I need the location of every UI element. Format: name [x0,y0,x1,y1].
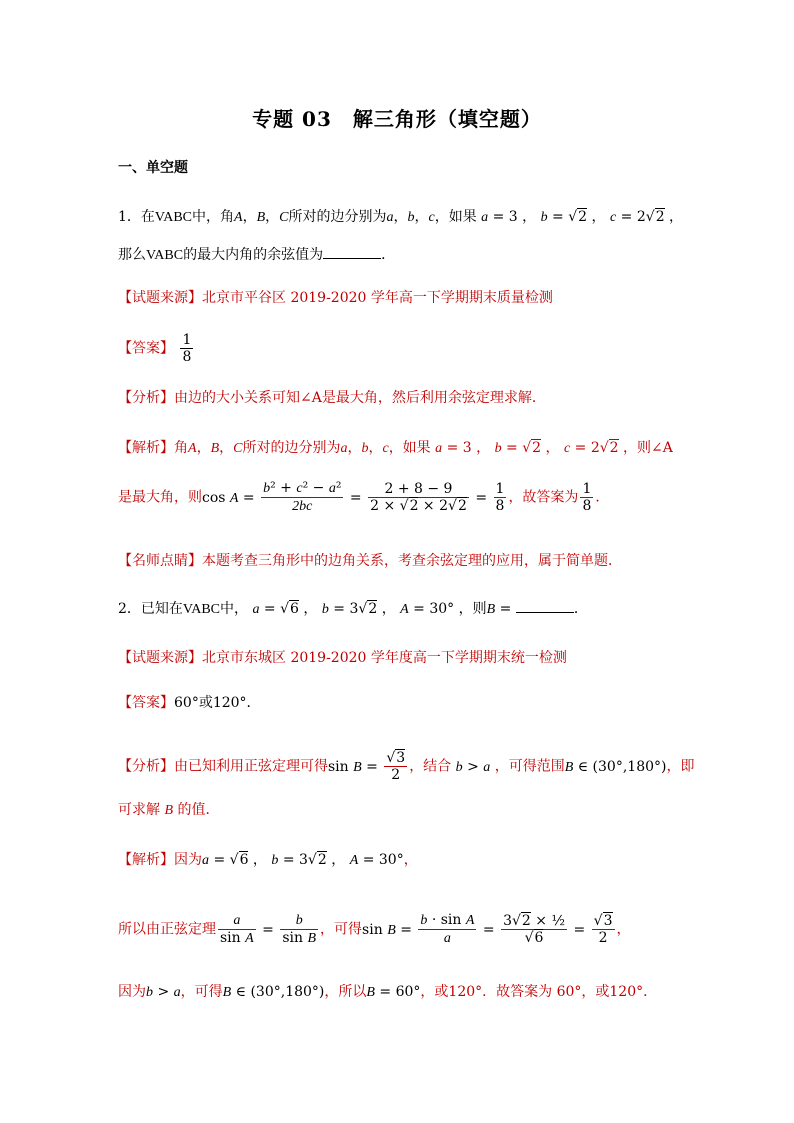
q2-answer: 【答案】60°或120°． [118,695,261,711]
q2-solution-line3: 因为b > a，可得B ∈ (30°,180°)，所以B = 60°，或120°．故答案为 60°，或120°． [118,984,658,1000]
q1-statement-line2: 那么VABC的最大内角的余弦值为 ． [118,244,395,266]
answer-blank [323,244,381,259]
q2-solution-line2: 所以由正弦定理 $\frac{a}{\text{sin A}}$ = $\frac{b}{\text{sin B}}$ ，可得sin B = $\frac{\text{b · sin A}}{a}$ = $\frac{\text{3√2 × ½}}{√6}$ = $\frac{√3}{2}$ ， [118,912,631,946]
q1-source: 【试题来源】北京市平谷区 2019-2020 学年高一下学期期末质量检测 [118,290,553,306]
answer-blank [516,598,574,613]
q2-analysis-line1: 【分析】由已知利用正弦定理可得sin B = $\frac{√3}{2}$ ，结合 b > a ，可得范围B ∈ (30°,180°)，即 [118,750,695,783]
q1-solution-line2: 是最大角，则cos A = $\frac{\text{b² + c² − a²}}{2bc}$ = $\frac{2 + 8 - 9}{2 \times √2 \times 2√2}$ = $\frac{1}{8}$ ，故答案为 $\frac{1}{8}$ ． [118,480,610,514]
q2-source: 【试题来源】北京市东城区 2019-2020 学年度高一下学期期末统一检测 [118,650,567,666]
q2-statement: 2．已知在VABC中， a = √6 ， b = 3√2 ， A = 30° ，则B = ． [118,598,588,620]
q2-analysis-line2: 可求解 B 的值． [118,802,220,818]
page-title: 专题 03 解三角形（填空题） [252,107,542,131]
q1-analysis: 【分析】由边的大小关系可知∠A是最大角，然后利用余弦定理求解． [118,390,546,406]
q1-answer: 【答案】 $\frac{1}{8}$ [118,332,192,365]
q1-comment: 【名师点睛】本题考查三角形中的边角关系，考查余弦定理的应用，属于简单题． [118,553,622,569]
answer-fraction: $\frac{1}{8}$ [182,332,192,365]
q1-solution-line1: 【解析】角A，B，C所对的边分别为a，b，c，如果 a = 3 ， b = √2 ， c = 2√2 ，则∠A [118,440,673,456]
q2-solution-line1: 【解析】因为a = √6 ， b = 3√2 ， A = 30°， [118,852,418,868]
section-heading: 一、单空题 [118,160,188,176]
q1-statement-line1: 1．在VABC中，角A，B，C所对的边分别为a，b，c，如果 a = 3 ， b = √2 ， c = 2√2 ， [118,209,684,225]
